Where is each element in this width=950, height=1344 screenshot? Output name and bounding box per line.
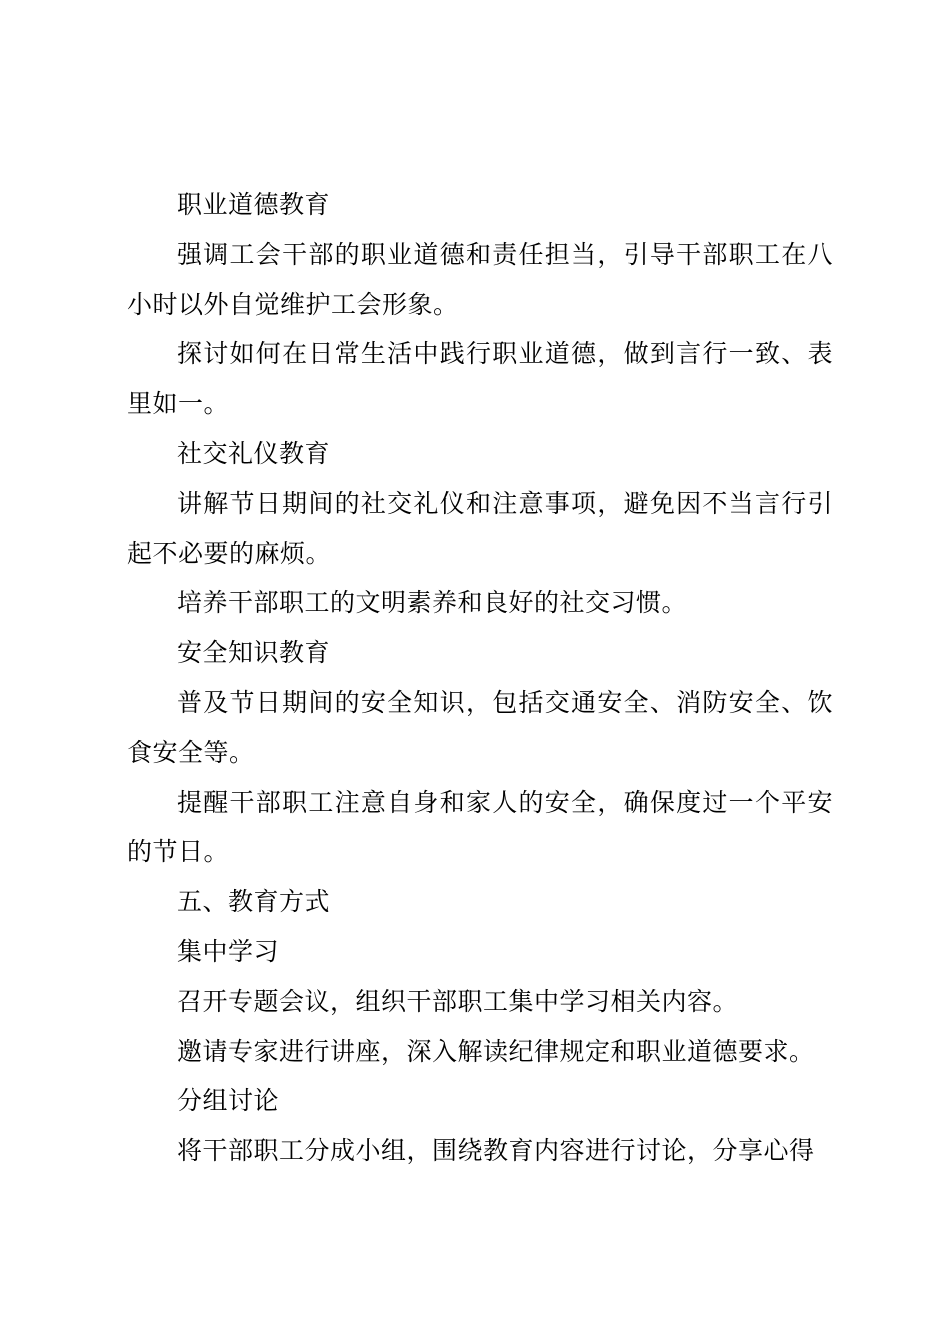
- body-paragraph: 培养干部职工的文明素养和良好的社交习惯。: [177, 588, 688, 618]
- body-paragraph: 提醒干部职工注意自身和家人的安全，确保度过一个平安的节日。: [127, 787, 833, 867]
- document-body: [127, 180, 833, 1176]
- body-paragraph: 邀请专家进行讲座，深入解读纪律规定和职业道德要求。: [177, 1036, 815, 1066]
- section-heading: 分组讨论: [177, 1086, 280, 1116]
- section-heading: 社交礼仪教育: [177, 438, 331, 468]
- body-paragraph: 将干部职工分成小组，围绕教育内容进行讨论，分享心得: [177, 1136, 815, 1166]
- section-heading: 集中学习: [177, 936, 280, 966]
- body-paragraph: 探讨如何在日常生活中践行职业道德，做到言行一致、表里如一。: [127, 339, 833, 419]
- chapter-heading: 五、教育方式: [177, 887, 331, 917]
- section-heading: 职业道德教育: [177, 190, 331, 219]
- body-paragraph: 召开专题会议，组织干部职工集中学习相关内容。: [177, 986, 739, 1016]
- body-paragraph: 讲解节日期间的社交礼仪和注意事项，避免因不当言行引起不必要的麻烦。: [127, 488, 833, 568]
- body-paragraph: 强调工会干部的职业道德和责任担当，引导干部职工在八小时以外自觉维护工会形象。: [127, 239, 833, 319]
- body-paragraph: 普及节日期间的安全知识，包括交通安全、消防安全、饮食安全等。: [127, 687, 833, 767]
- section-heading: 安全知识教育: [177, 638, 331, 668]
